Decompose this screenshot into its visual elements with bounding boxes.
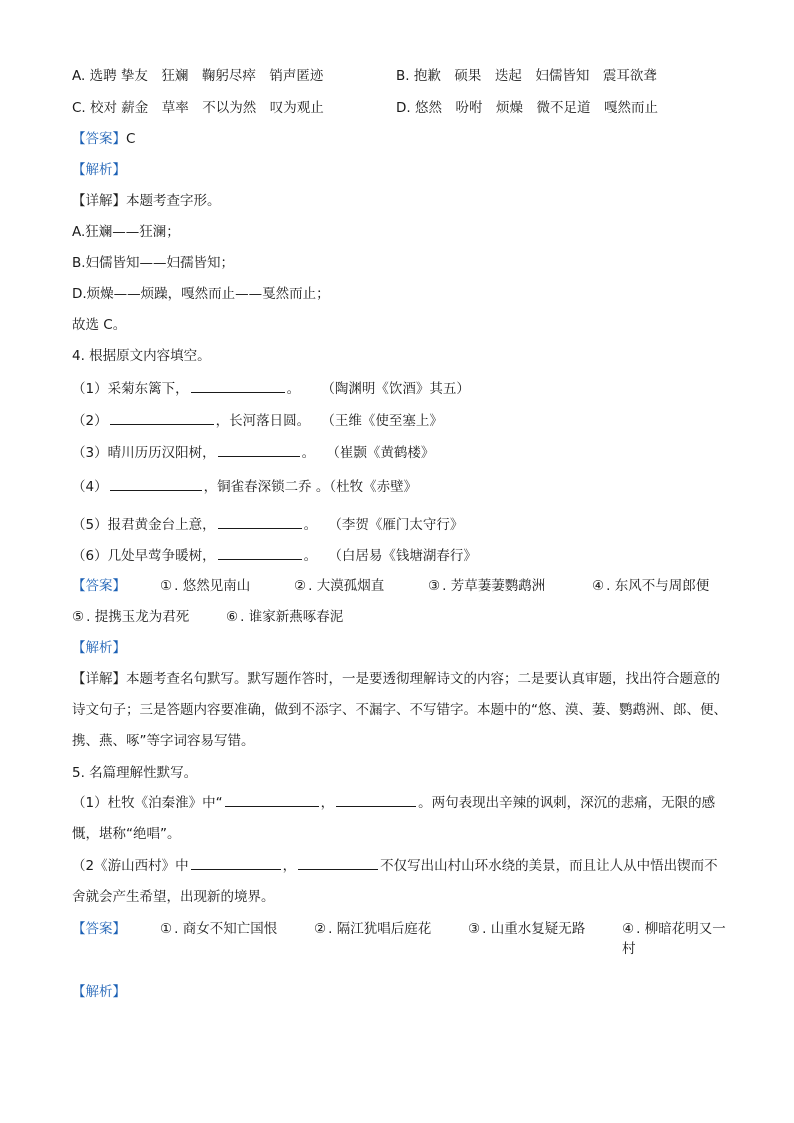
fill-blank[interactable]	[110, 476, 202, 491]
q4-answer-5: ⑤ . 提携玉龙为君死	[72, 609, 190, 625]
q4-item-4: （4） ，铜雀春深锁二乔 。（杜牧《赤壁》	[72, 476, 417, 497]
answer-value: C	[126, 131, 136, 147]
q4-answer-6: ⑥ . 谁家新燕啄春泥	[226, 609, 344, 625]
q5-answer-2: ② . 隔江犹唱后庭花	[314, 921, 432, 937]
q4-analysis-tag: 【解析】	[72, 640, 126, 656]
q5-item-1: （1）杜牧《泊秦淮》中“ ， 。两句表现出辛辣的讽刺，深沉的悲痛，无限的感慨，堪称“绝唱”。	[72, 788, 728, 850]
q4-title: 4. 根据原文内容填空。	[72, 348, 211, 364]
q5-answer-4: ④ . 柳暗花明又一村	[622, 921, 726, 957]
q4-item-1: （1）采菊东篱下， 。 （陶渊明《饮酒》其五）	[72, 378, 470, 399]
q4-item-3: （3）晴川历历汉阳树， 。 （崔颢《黄鹤楼》	[72, 442, 434, 463]
q3-answer	[72, 129, 135, 149]
q3-detail	[72, 191, 221, 211]
fill-blank[interactable]	[225, 792, 319, 807]
option-b: B. 抱歉 硕果 迭起 妇儒皆知 震耳欲聋	[396, 68, 657, 84]
q3-conclusion: 故选 C。	[72, 317, 127, 333]
q4-answer-4: ④ . 东风不与周郎便	[592, 578, 710, 594]
fill-blank[interactable]	[218, 442, 300, 457]
answer-tag: 【答案】	[72, 131, 126, 147]
q5-answer-1: ① . 商女不知亡国恨	[160, 921, 278, 937]
q5-answer-tag: 【答案】	[72, 921, 126, 937]
detail-text: 本题考查字形。	[126, 193, 221, 209]
q4-item-2: （2） ，长河落日圆。 （王维《使至塞上》	[72, 410, 443, 431]
q4-item-6: （6）几处早莺争暖树， 。 （白居易《钱塘湖春行》	[72, 545, 477, 566]
option-a: A. 选聘 挚友 狂斓 鞠躬尽瘁 销声匿迹	[72, 68, 324, 84]
q5-item-2: （2《游山西村》中 ， 不仅写出山村山环水绕的美景，而且让人从中悟出锲而不舍就会产生希望，出现新的境界。	[72, 851, 728, 913]
fill-blank[interactable]	[191, 378, 285, 393]
q3-fix-a: A.狂斓——狂澜；	[72, 224, 180, 240]
fill-blank[interactable]	[218, 514, 302, 529]
q5-answer-3: ③ . 山重水复疑无路	[468, 921, 586, 937]
q3-analysis-tag: 【解析】	[72, 162, 126, 178]
q4-answer-3: ③ . 芳草萋萋鹦鹉洲	[428, 578, 546, 594]
q3-fix-d: D.烦燥——烦躁，嘎然而止——戛然而止；	[72, 286, 330, 302]
q3-fix-b: B.妇儒皆知——妇孺皆知；	[72, 255, 235, 271]
fill-blank[interactable]	[298, 855, 378, 870]
option-d: D. 悠然 吩咐 烦燥 微不足道 嘎然而止	[396, 100, 658, 116]
fill-blank[interactable]	[336, 792, 416, 807]
q4-answer-1: ① . 悠然见南山	[160, 578, 251, 594]
detail-tag: 【详解】	[72, 193, 126, 209]
detail-text: 本题考查名句默写。默写题作答时，一是要透彻理解诗文的内容；二是要认真审题，找出符合题意的诗文句子；三是答题内容要准确，做到不添字、不漏字、不写错字。本题中的“悠、漠、萋、鹦鹉洲、郎、便、携、燕、啄”等字词容易写错。	[72, 671, 727, 749]
fill-blank[interactable]	[191, 855, 281, 870]
q5-title: 5. 名篇理解性默写。	[72, 765, 198, 781]
q5-analysis-tag: 【解析】	[72, 984, 126, 1000]
fill-blank[interactable]	[110, 410, 214, 425]
option-c: C. 校对 薪金 草率 不以为然 叹为观止	[72, 100, 324, 116]
q4-answer-tag: 【答案】	[72, 578, 126, 594]
detail-tag: 【详解】	[72, 671, 126, 687]
q4-detail	[72, 664, 728, 757]
q4-answer-2: ② . 大漠孤烟直	[294, 578, 385, 594]
fill-blank[interactable]	[218, 545, 302, 560]
q4-item-5: （5）报君黄金台上意， 。 （李贺《雁门太守行》	[72, 514, 463, 535]
